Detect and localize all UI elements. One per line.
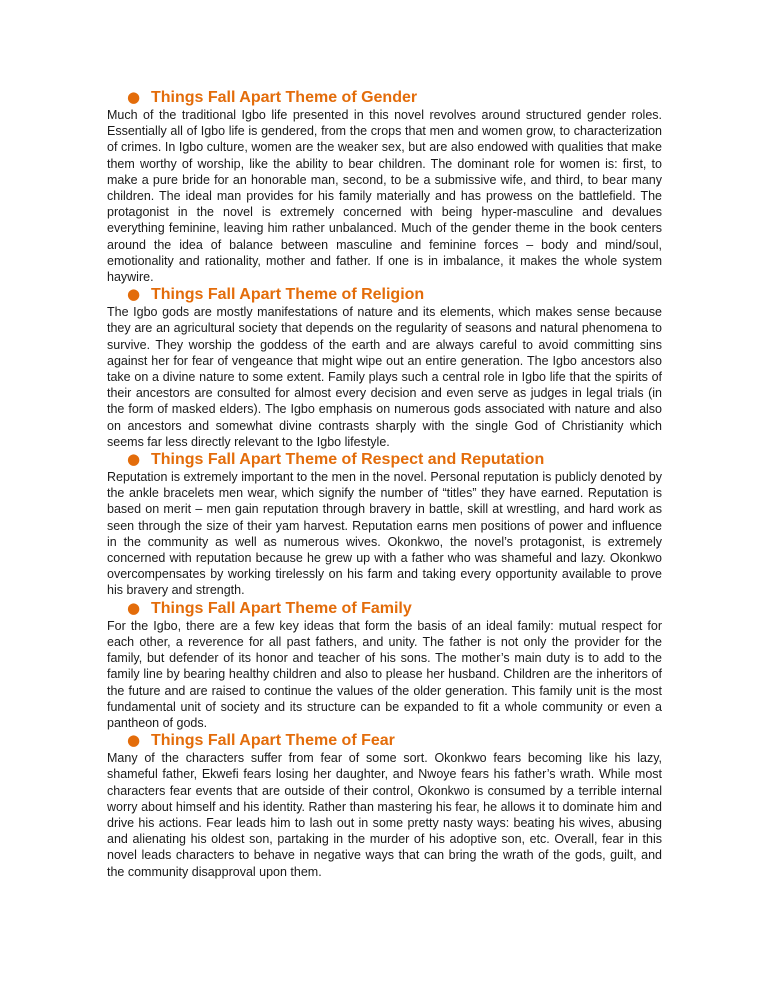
- section-heading: [107, 450, 662, 469]
- theme-section-religion: [107, 285, 662, 450]
- bullet-dot-icon: ●: [127, 598, 141, 617]
- section-paragraph: Much of the traditional Igbo life presented in this novel revolves around structured gender roles. Essentially all of Igbo life is gendered, from the crops that men and women grow, to characterization of crimes. In Igbo culture, women are the weaker sex, but are also endowed with qualities that make them worthy of worship, like the ability to bear children. The dominant role for women is: first, to make a pure bride for an honorable man, second, to be a submissive wife, and third, to bear many children. The ideal man provides for his family materially and has prowess on the battlefield. The protagonist in the novel is extremely concerned with being hyper-masculine and devalues everything feminine, leaving him rather unbalanced. Much of the gender theme in the book centers around the idea of balance between masculine and feminine forces – body and mind/soul, emotionality and rationality, mother and father. If one is in imbalance, it makes the whole system haywire.: [107, 108, 662, 285]
- bullet-dot-icon: ●: [127, 88, 141, 106]
- theme-section-gender: [107, 88, 662, 285]
- section-heading: [107, 88, 662, 107]
- section-heading-text: Things Fall Apart Theme of Gender: [151, 89, 418, 106]
- section-heading-text: Things Fall Apart Theme of Religion: [151, 286, 425, 304]
- section-paragraph: The Igbo gods are mostly manifestations of nature and its elements, which makes sense because they are an agricultural society that depends on the regularity of seasons and natural phenomena to survive. They worship the goddess of the earth and are always careful to avoid committing sins against her for fear of vengeance that might wipe out an entire generation. The Igbo ancestors also take on a divine nature to some extent. Family plays such a central role in Igbo life that the spirits of their ancestors are consulted for almost every decision and even serve as judges in legal trials (in the form of masked elders). The Igbo emphasis on numerous gods associated with nature and also on ancestors and somewhat divine contrasts sharply with the single God of Christianity which seems far less directly relevant to the Igbo lifestyle.: [107, 305, 662, 449]
- section-heading: [107, 599, 662, 618]
- theme-section-fear: [107, 731, 662, 880]
- document-content: [107, 88, 662, 880]
- theme-section-family: [107, 599, 662, 731]
- section-paragraph: Reputation is extremely important to the men in the novel. Personal reputation is publicly denoted by the ankle bracelets men wear, which signify the number of “titles” they have earned. Reputation is based on merit – men gain reputation through bravery in battle, skill at wrestling, and hard work as seen through the size of their yam harvest. Reputation earns men positions of power and influence in the community as well as numerous wives. Okonkwo, the novel’s protagonist, is extremely concerned with reputation because he grew up with a father who was shameful and lazy. Okonkwo overcompensates by working tirelessly on his farm and taking every opportunity available to prove his bravery and strength.: [107, 470, 662, 598]
- section-heading: [107, 285, 662, 304]
- section-heading: [107, 731, 662, 750]
- section-heading-text: Things Fall Apart Theme of Fear: [151, 732, 395, 750]
- bullet-dot-icon: ●: [127, 450, 141, 469]
- bullet-dot-icon: ●: [127, 285, 141, 304]
- section-heading-text: Things Fall Apart Theme of Family: [151, 599, 412, 617]
- section-heading-text: Things Fall Apart Theme of Respect and Reputation: [151, 451, 545, 469]
- section-paragraph: For the Igbo, there are a few key ideas that form the basis of an ideal family: mutual respect for each other, a reverence for all past fathers, and unity. The father is not only the provider for the family, but defender of its honor and teacher of his sons. The mother’s main duty is to add to the family line by bearing healthy children and also to please her husband. Children are the inheritors of the future and are raised to continue the values of the older generation. This family unit is the most fundamental unit of society and its structure can be expanded to fit a whole community or even a pantheon of gods.: [107, 618, 662, 730]
- bullet-dot-icon: ●: [127, 731, 141, 750]
- theme-section-reputation: [107, 450, 662, 599]
- section-paragraph: Many of the characters suffer from fear of some sort. Okonkwo fears becoming like his lazy, shameful father, Ekwefi fears losing her daughter, and Nwoye fears his father’s wrath. While most characters fear events that are outside of their control, Okonkwo is consumed by a terrible internal worry about himself and his identity. Rather than mastering his fear, he allows it to dominate him and drive his actions. Fear leads him to lash out in some pretty nasty ways: beating his wives, abusing and alienating his oldest son, partaking in the murder of his adoptive son, etc. Overall, fear in this novel leads characters to behave in negative ways that can bring the wrath of the gods, guilt, and the community disapproval upon them.: [107, 751, 662, 879]
